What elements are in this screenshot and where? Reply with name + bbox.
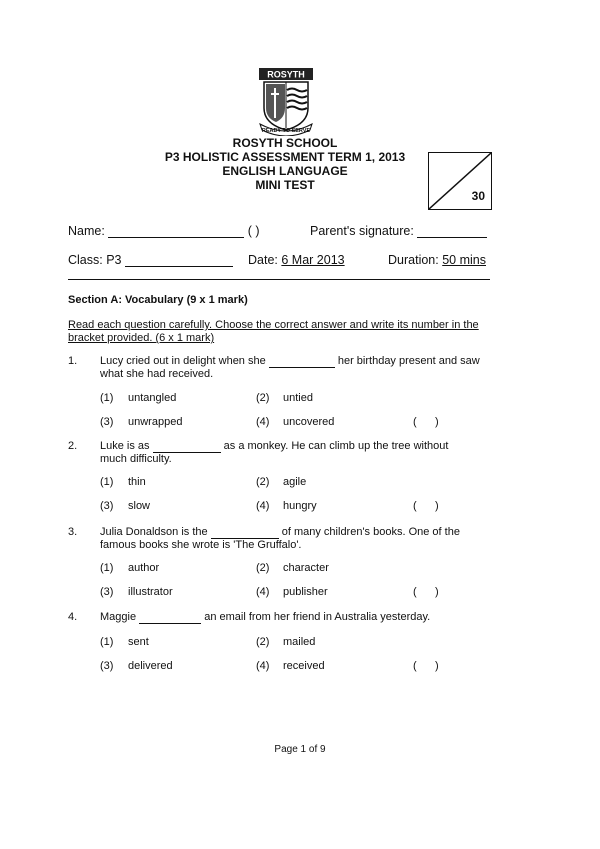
option-number: (1) <box>100 562 114 574</box>
question-stem: Lucy cried out in delight when she <box>100 355 266 367</box>
option-number: (3) <box>100 416 114 428</box>
name-label: Name: <box>68 224 105 238</box>
option-number: (1) <box>100 392 114 404</box>
option-number: (3) <box>100 586 114 598</box>
question-line-2: much difficulty. <box>100 453 172 465</box>
option-text: received <box>283 660 325 672</box>
option-text: delivered <box>128 660 173 672</box>
section-instructions <box>68 319 488 345</box>
option-number: (2) <box>256 562 270 574</box>
option-text: thin <box>128 476 146 488</box>
answer-bracket[interactable]: ( ) <box>413 416 439 428</box>
assessment-title: P3 HOLISTIC ASSESSMENT TERM 1, 2013 <box>164 150 406 164</box>
test-title: MINI TEST <box>255 178 315 192</box>
question-stem: Luke is as <box>100 440 150 452</box>
name-row <box>68 224 260 238</box>
date-row <box>248 253 345 267</box>
question-number: 4. <box>68 611 78 623</box>
option-text: agile <box>283 476 307 488</box>
page-number: Page 1 of 9 <box>274 744 326 755</box>
option-text: illustrator <box>128 586 173 598</box>
class-label: Class: P3 <box>68 253 122 267</box>
question-stem-end: an email from her friend in Australia yesterday. <box>204 611 431 623</box>
option-text: untied <box>283 392 313 404</box>
class-row <box>68 253 233 267</box>
option-text: uncovered <box>283 416 335 428</box>
question-1-text <box>100 355 490 381</box>
school-name: ROSYTH SCHOOL <box>232 136 338 150</box>
score-box <box>428 152 492 210</box>
option-text: publisher <box>283 586 328 598</box>
option-number: (4) <box>256 416 270 428</box>
option-number: (3) <box>100 660 114 672</box>
question-number: 3. <box>68 526 78 538</box>
question-stem: Julia Donaldson is the <box>100 526 208 538</box>
answer-bracket[interactable]: ( ) <box>413 500 439 512</box>
option-number: (4) <box>256 660 270 672</box>
svg-text:ROSYTH: ROSYTH <box>267 69 305 80</box>
duration-label: Duration: <box>388 253 439 267</box>
option-text: untangled <box>128 392 177 404</box>
option-number: (2) <box>256 392 270 404</box>
option-number: (4) <box>256 586 270 598</box>
option-number: (1) <box>100 636 114 648</box>
question-stem-end: her birthday present and saw <box>337 355 480 367</box>
option-number: (1) <box>100 476 114 488</box>
duration-value: 50 mins <box>442 253 486 267</box>
date-value: 6 Mar 2013 <box>281 253 345 267</box>
total-marks: 30 <box>471 189 485 203</box>
parent-signature-row <box>310 224 487 238</box>
question-stem-end: of many children's books. One of the <box>281 526 460 538</box>
instruction-line-2: bracket provided. (6 x 1 mark) <box>68 332 215 344</box>
svg-text:READY TO SERVE: READY TO SERVE <box>261 128 311 134</box>
option-number: (2) <box>256 476 270 488</box>
option-number: (4) <box>256 500 270 512</box>
option-text: hungry <box>283 500 317 512</box>
option-number: (2) <box>256 636 270 648</box>
answer-bracket[interactable]: ( ) <box>413 586 439 598</box>
parent-signature-label: Parent's signature: <box>310 224 414 238</box>
option-text: character <box>283 562 329 574</box>
class-number-bracket[interactable]: ( ) <box>247 224 260 238</box>
parent-signature-field[interactable] <box>417 237 487 238</box>
question-stem-end: as a monkey. He can climb up the tree without <box>223 440 449 452</box>
answer-bracket[interactable]: ( ) <box>413 660 439 672</box>
subject-title: ENGLISH LANGUAGE <box>222 164 348 178</box>
section-title: Section A: Vocabulary (9 x 1 mark) <box>68 294 248 306</box>
question-line-2: what she had received. <box>100 368 214 380</box>
class-field[interactable] <box>125 266 233 267</box>
question-4-text <box>100 611 490 624</box>
question-stem: Maggie <box>100 611 137 623</box>
answer-blank <box>269 367 335 368</box>
option-text: author <box>128 562 160 574</box>
option-text: mailed <box>283 636 316 648</box>
question-2-text <box>100 440 490 466</box>
question-3-text <box>100 526 490 552</box>
name-field[interactable] <box>108 237 244 238</box>
divider <box>68 279 490 280</box>
option-text: sent <box>128 636 149 648</box>
answer-blank <box>139 623 201 624</box>
option-text: slow <box>128 500 151 512</box>
option-text: unwrapped <box>128 416 183 428</box>
question-number: 1. <box>68 355 78 367</box>
question-line-2: famous books she wrote is 'The Gruffalo'. <box>100 539 302 551</box>
question-number: 2. <box>68 440 78 452</box>
school-crest-logo <box>256 68 316 136</box>
option-number: (3) <box>100 500 114 512</box>
date-label: Date: <box>248 253 278 267</box>
duration-row <box>388 253 486 267</box>
instruction-line-1: Read each question carefully. Choose the correct answer and write its number in the <box>68 319 479 331</box>
